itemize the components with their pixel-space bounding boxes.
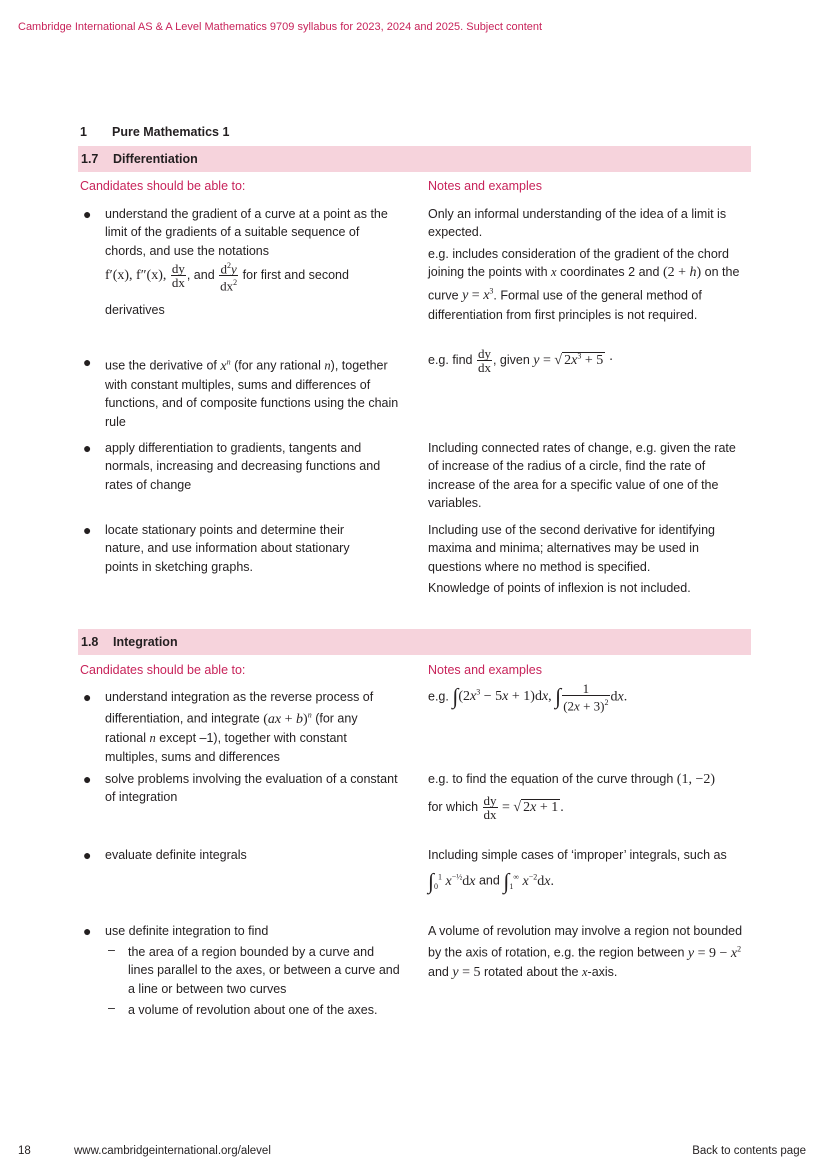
note-constant: e.g. to find the equation of the curve through (1, −2) [428,772,716,787]
running-header: Cambridge International AS & A Level Mathematics 9709 syllabus for 2023, 2024 and 2025. Subject content [18,21,543,33]
text-for-first-second: for first and second [242,268,349,283]
section-name: Pure Mathematics 1 [112,125,230,139]
topic-band-integration [78,629,751,655]
bullet-icon: ● [83,354,92,370]
footer-url-link[interactable]: www.cambridgeinternational.org/alevel [74,1145,271,1157]
note-improper: Including simple cases of ‘improper’ integrals, such as [428,848,727,862]
topic-title: Integration [113,635,178,649]
note-improper-integrals: $\int_0^1$ $x^{-\frac{1}{2}}dx$ and $\int_1^\infty$ $x^{-2}dx$. [428,868,554,894]
objective-item: evaluate definite integrals [105,848,247,862]
objective-item [105,205,400,260]
objective-item: solve problems involving the evaluation of a constant of integration [105,772,398,805]
objective-item: locate stationary points and determine their nature, and use information about stationary points in sketching graphs. [105,523,350,574]
topic-number: 1.8 [81,635,99,649]
topic-number: 1.7 [81,152,99,166]
column-heading-candidates: Candidates should be able to: [80,179,246,193]
objective-text-end: derivatives [105,303,165,317]
section-title [80,125,229,139]
section-number: 1 [80,125,87,139]
notation-line: f′(x), f″(x), $\frac{dy}{dx}$ , and $\frac{d^2y}{dx^2}$ for first and second [105,261,349,294]
sub-item: the area of a region bounded by a curve and lines parallel to the axes, or between a curve and a line or between two curves [128,945,400,996]
bullet-icon: ● [83,522,92,538]
objective-item: use the derivative of $x^n$ (for any rational n), together with constant multiples, sums and differences of functions, and of composite functions using the chain rule [105,357,399,429]
note-chord: e.g. includes consideration of the gradient of the chord joining the points with x coordinates 2 and (2 + h) on the curve $y = x^3$. Formal use of the general method of differentiation from first principles is not required. [428,247,740,322]
note-volume: A volume of revolution may involve a region not bounded by the axis of rotation, e.g. the region between $y = 9 - x^2$ and y = 5 rotated about the x-axis. [428,924,743,981]
topic-band-differentiation [78,146,751,172]
topic-title: Differentiation [113,152,198,166]
bullet-icon: ● [83,689,92,705]
column-heading-notes: Notes and examples [428,663,542,677]
sub-item: a volume of revolution about one of the axes. [128,1003,378,1017]
column-heading-notes: Notes and examples [428,179,542,193]
bullet-icon: ● [83,923,92,939]
objective-item: understand integration as the reverse process of differentiation, and integrate (ax + b)$^n$ (for any rational n except –1), together with constant multiples, sums and differences [105,690,374,764]
page-number: 18 [18,1145,31,1157]
bullet-icon: ● [83,440,92,456]
note-integral-examples: e.g. $\int(2x^3 - 5x + 1)dx$, ∫ $\frac{1}{(2x + 3)^2}$ dx. [428,681,628,714]
text-and: , and [186,268,215,283]
objective-text: understand the gradient of a curve at a point as the limit of the gradients of a suitable sequence of chords, and use the notations [105,207,388,258]
note-inflexion: Knowledge of points of inflexion is not included. [428,581,691,595]
bullet-icon: ● [83,847,92,863]
note-stationary: Including use of the second derivative for identifying maxima and minima; alternatives may be used in questions where no method is specified. [428,523,715,574]
note-find-derivative: e.g. find $\frac{dy}{dx}$ , given y = √ $2x^3 + 5$ · [428,346,614,375]
objective-item: use definite integration to find [105,924,269,938]
note-limit: Only an informal understanding of the idea of a limit is expected. [428,207,727,240]
back-to-contents-link[interactable]: Back to contents page [692,1145,806,1157]
dash-icon: – [108,1001,115,1015]
note-constant-eq: for which $\frac{dy}{dx}$ = √ 2x + 1 . [428,793,564,822]
objective-item: apply differentiation to gradients, tangents and normals, increasing and decreasing functions and rates of change [105,441,381,492]
notation-derivatives: f′(x), f″(x), [105,268,167,284]
column-heading-candidates: Candidates should be able to: [80,663,246,677]
bullet-icon: ● [83,771,92,787]
note-rates: Including connected rates of change, e.g. given the rate of increase of the radius of a circle, find the rate of increase of the area for a specific value of one of the variables. [428,441,736,511]
bullet-icon: ● [83,206,92,222]
dash-icon: – [108,943,115,957]
